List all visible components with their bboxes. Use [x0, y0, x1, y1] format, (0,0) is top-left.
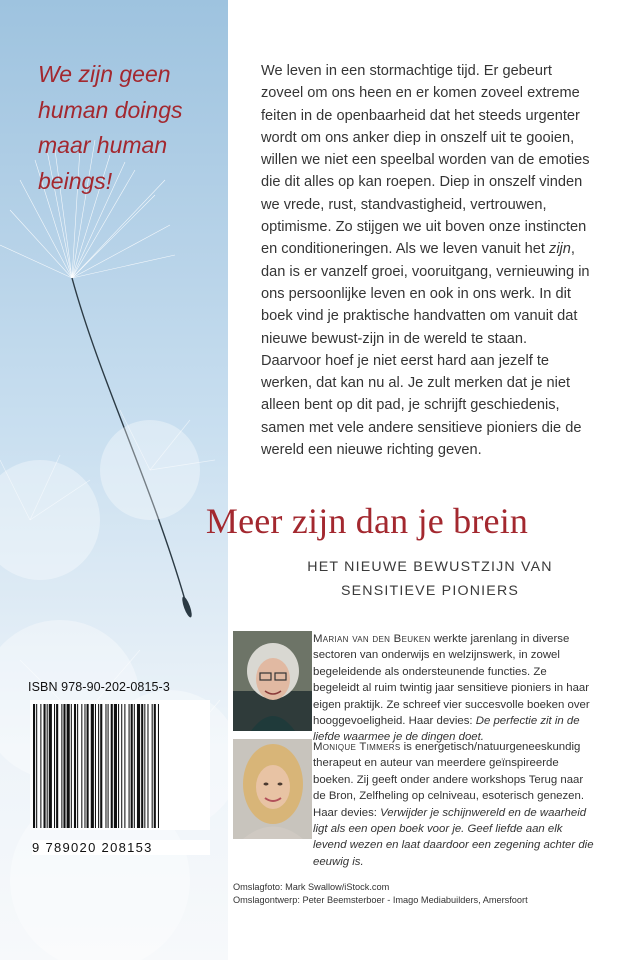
subtitle-line: HET NIEUWE BEWUSTZIJN VAN — [307, 559, 553, 575]
subtitle-line: SENSITIEVE PIONIERS — [340, 583, 520, 599]
author-motto: Verwijder je schijnwereld en de waarheid ligt als een open boek voor je. Geef liefde aan elk levend wezen en laat daardoor een zegening achter die eeuwig is. — [313, 806, 594, 868]
book-subtitle — [250, 555, 610, 603]
cover-credits — [233, 881, 613, 907]
quote-line: maar human — [38, 132, 168, 158]
cover-quote — [38, 57, 238, 199]
photo-credit: Omslagfoto: Mark Swallow/iStock.com — [233, 882, 390, 892]
author-bio-monique: Monique Timmers is energetisch/natuurgeneeskundig therapeut en auteur van meerdere geïnspireerde boeken. Zij geeft onder andere workshops Terug naar de Bron, Zelfheling op celniveau, esoterisch genezen. Haar devies: Verwijder je schijnwereld en de waarheid ligt als een open boek voor je. Geef liefde aan elk levend wezen en laat daardoor een zegening achter die eeuwig is. — [313, 741, 594, 868]
author-photo-marian — [233, 631, 312, 731]
quote-line: We zijn geen — [38, 61, 171, 87]
author-motto: De perfectie zit in de liefde waarmee je de dingen doet. — [313, 715, 580, 744]
back-cover-blurb — [261, 60, 591, 461]
emphasis-zijn: zijn — [549, 241, 571, 258]
book-title: Meer zijn dan je brein — [205, 501, 529, 541]
author-name: Marian van den Beuken — [313, 633, 431, 645]
author-name: Monique Timmers — [313, 741, 401, 753]
barcode-digits: 9 789020 208153 — [32, 840, 210, 855]
barcode — [30, 700, 210, 830]
isbn-label: ISBN 978-90-202-0815-3 — [28, 680, 170, 694]
quote-line: human doings — [38, 96, 183, 123]
quote-line: beings! — [38, 167, 113, 194]
author-bio-marian: Marian van den Beuken werkte jarenlang in diverse sectoren van onderwijs en welzijnswerk, in zowel begeleidende als ondersteunende functies. Ze begeleidt al ruim twintig jaar sensitieve pioniers in haar eigen praktijk. Ze schreef vier succesvolle boeken over hooggevoeligheid. Haar devies: De perfectie zit in de liefde waarmee je de dingen doet. — [313, 633, 590, 744]
isbn-barcode-block — [28, 680, 211, 855]
author-photo-monique — [233, 739, 312, 839]
blurb-paragraph: We leven in een stormachtige tijd. Er gebeurt zoveel om ons heen en er komen zoveel extreme feiten in de openbaarheid dat het steeds urgenter wordt om ons anker diep in onszelf uit te gooien, willen we niet een speelbal worden van de emoties die dit alles op kan roepen. Diep in onszelf vinden we vrede, rust, standvastigheid, vertrouwen, optimisme. Zo stijgen we uit boven onze instincten en conditioneringen. Als we leven vanuit het zijn, dan is er vanzelf groei, vooruitgang, vernieuwing in ons persoonlijke leven en ook in ons werk. In dit boek vind je praktische handvatten om vanuit dat nieuwe bewust-zijn in de wereld te staan. Daarvoor hoef je niet eerst hard aan jezelf te werken, dat kan nu al. Je zult merken dat je niet alleen bent op dit pad, je schrijft geschiedenis, samen met vele andere sensitieve pioniers die de wereld een nieuwe richting geven. — [261, 63, 590, 459]
design-credit: Omslagontwerp: Peter Beemsterboer - Imago Mediabuilders, Amersfoort — [233, 895, 528, 905]
